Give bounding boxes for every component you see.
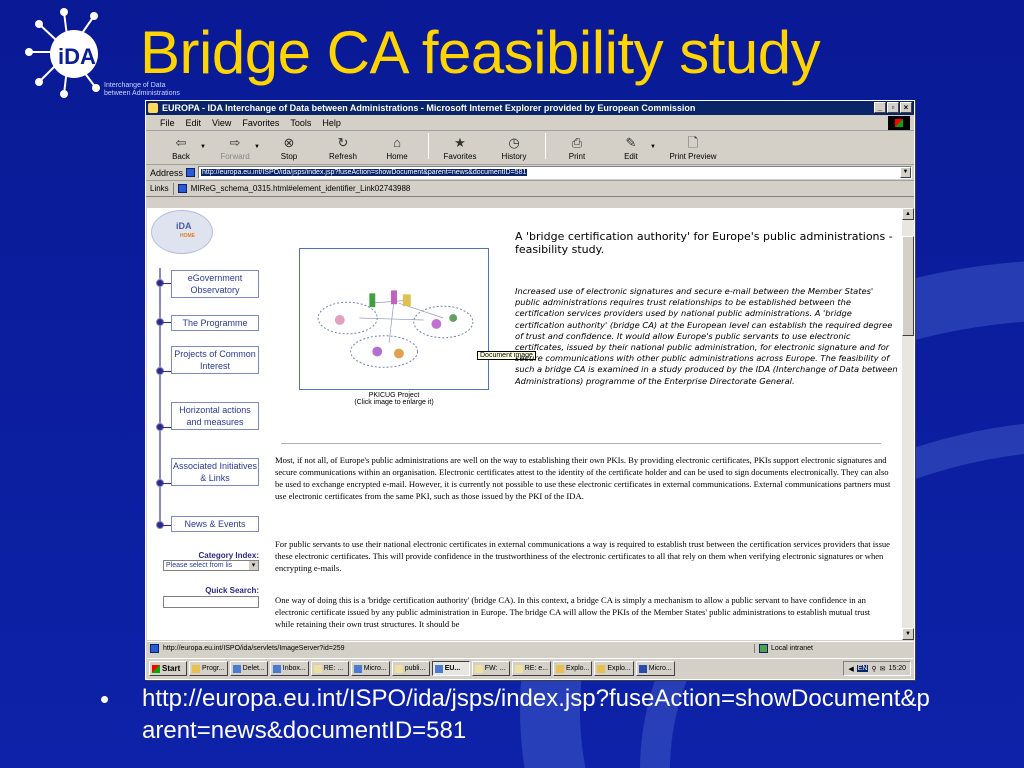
search-icon[interactable]: ⚲ [871, 665, 877, 673]
nav-dash [163, 483, 171, 484]
refresh-label: Refresh [328, 152, 357, 161]
word-icon [639, 665, 647, 673]
mail-icon [475, 665, 483, 673]
back-label: Back [172, 152, 190, 161]
task-button[interactable] [351, 661, 390, 676]
stop-label: Stop [280, 152, 298, 161]
system-tray [843, 661, 911, 676]
back-button[interactable] [154, 136, 208, 161]
address-label: Address [150, 167, 184, 178]
nav-dash [163, 322, 171, 323]
intranet-icon [759, 644, 768, 653]
browser-titlebar[interactable] [146, 101, 914, 115]
refresh-icon: ↻ [337, 135, 349, 150]
task-label: RE: e... [524, 665, 549, 672]
scroll-down-icon[interactable]: ▼ [902, 628, 914, 640]
menu-bar [146, 115, 914, 131]
speaker-icon[interactable]: ◀ [848, 665, 854, 673]
forward-label: Forward [220, 152, 250, 161]
logo-caption: Interchange of Data between Administrations [104, 82, 180, 97]
explorer-icon [556, 665, 564, 673]
page-icon [186, 168, 195, 177]
slide-title: Bridge CA feasibility study [140, 19, 821, 86]
task-button[interactable] [270, 661, 309, 676]
task-button[interactable] [311, 661, 349, 676]
menu-file[interactable]: File [160, 117, 175, 128]
status-bar [147, 641, 913, 654]
toolbar [146, 131, 914, 165]
close-button[interactable]: × [900, 102, 912, 113]
task-button[interactable] [230, 661, 268, 676]
nav-egovernment-observatory[interactable]: eGovernment Observatory [171, 270, 259, 298]
task-label: publi... [404, 665, 426, 672]
category-select[interactable]: Please select from lis ▾ [163, 560, 259, 571]
vertical-scrollbar[interactable] [902, 208, 914, 640]
figure-caption [299, 392, 489, 406]
bullet-icon: • [100, 684, 110, 714]
task-label: Micro... [648, 665, 672, 672]
favorites-button[interactable] [433, 136, 487, 161]
windows-flag-icon [152, 665, 160, 673]
task-button[interactable] [189, 661, 228, 676]
svg-text:iDA: iDA [58, 44, 96, 69]
mail-icon [515, 665, 523, 673]
task-button[interactable] [636, 661, 675, 676]
menu-help[interactable]: Help [322, 117, 341, 128]
outlook-icon [273, 665, 281, 673]
links-item[interactable]: MIReG_schema_0315.html#element_identifier_Link02743988 [190, 184, 411, 193]
stop-icon: ⊗ [283, 135, 295, 150]
print-preview-button[interactable] [658, 136, 728, 161]
figure-caption-title: PKICUG Project [368, 392, 420, 399]
task-button[interactable] [594, 661, 633, 676]
bullet-url: http://europa.eu.int/ISPO/ida/jsps/index.jsp?fuseAction=showDocument&parent=news&documentID=581 [142, 685, 930, 744]
status-page-icon [150, 644, 159, 653]
window-icon [354, 665, 362, 673]
print-preview-label: Print Preview [669, 152, 717, 161]
stop-button[interactable] [262, 136, 316, 161]
links-separator [173, 183, 174, 195]
browser-title: EUROPA - IDA Interchange of Data between Administrations - Microsoft Internet Explorer provided by European Commission [162, 103, 696, 113]
nav-projects-common-interest[interactable]: Projects of Common Interest [171, 346, 259, 374]
task-label: Delet... [242, 665, 265, 672]
forward-arrow-icon: ⇨ [229, 135, 241, 150]
quick-search-input[interactable] [163, 596, 259, 608]
link-page-icon [178, 184, 187, 193]
address-value: http://europa.eu.int/ISPO/ida/jsps/index.jsp?fuseAction=showDocument&parent=news&documentID=581 [202, 169, 527, 176]
menu-favorites[interactable]: Favorites [242, 117, 280, 128]
language-indicator[interactable]: EN [857, 665, 868, 672]
nav-associated-initiatives[interactable]: Associated Initiatives & Links [171, 458, 259, 486]
toolbar-separator [545, 133, 546, 159]
nav-the-programme[interactable]: The Programme [171, 315, 259, 331]
favorites-icon: ★ [454, 135, 466, 150]
nav-horizontal-actions[interactable]: Horizontal actions and measures [171, 402, 259, 430]
nav-dash [163, 371, 171, 372]
mail-icon [395, 665, 403, 673]
article-intro: Increased use of electronic signatures and secure e-mail between the Member States' public administrations requires trust relationships to be established between the certification services providers used by national public administrations. A 'bridge certification authority' (bridge CA) at the European level can establish the required degree of trust and confidence. It would allow Europe's public servants to use electronic certificates, issued by their national public administration, for electronic signature and for secure communications with other public administrations across Europe. The feasibility of such a bridge CA is examined in a study produced by the IDA (Interchange of Data between Administrations) programme of the Enterprise Directorate General. [515, 286, 898, 386]
print-preview-icon: 🗋 [687, 135, 699, 150]
clock: 15:20 [888, 665, 906, 672]
scroll-up-icon[interactable]: ▲ [902, 208, 914, 220]
mail-tray-icon[interactable]: ✉ [879, 665, 886, 673]
task-label: RE: ... [323, 665, 344, 672]
history-label: History [501, 152, 527, 161]
pkicug-diagram-image[interactable] [299, 248, 489, 390]
task-button[interactable] [512, 661, 551, 676]
nav-dash [163, 525, 171, 526]
task-button[interactable] [553, 661, 592, 676]
edit-icon: ✎ [625, 135, 637, 150]
status-text: http://europa.eu.int/ISPO/ida/servlets/ImageServer?id=259 [163, 644, 345, 652]
task-button[interactable] [392, 661, 430, 676]
task-label: Micro... [363, 665, 387, 672]
nav-dash [163, 283, 171, 284]
article-paragraph-1: Most, if not all, of Europe's public administrations are well on the way to establishing their own PKIs. By providing electronic certificates, PKIs support electronic signatures and secure communications within an organisation. Electronic certificates attest to the identity of the certificate holder and can be used to sign documents electronically. They can also be used to exchange encrypted e-mail. However, it is currently not possible to use these electronic certificates in external communications. External communications partners must use electronic certificates from the same PKI, such as those issued by the PKI of the IDA. [275, 455, 891, 502]
task-label: Explo... [566, 665, 590, 672]
windows-logo-icon [888, 116, 910, 130]
mail-icon [314, 665, 322, 673]
task-label: Progr... [202, 665, 225, 672]
history-icon: ◷ [508, 135, 520, 150]
status-zone [754, 644, 913, 653]
favorites-label: Favorites [443, 152, 477, 161]
folder-icon [192, 665, 200, 673]
back-dropdown-icon[interactable]: ▼ [200, 144, 206, 150]
address-dropdown-icon[interactable]: ▼ [900, 167, 911, 178]
start-label: Start [162, 664, 181, 673]
minimize-button[interactable]: _ [874, 102, 886, 113]
menu-view[interactable]: View [212, 117, 232, 128]
outlook-icon [233, 665, 241, 673]
forward-button[interactable] [208, 136, 262, 161]
printer-icon: ⎙ [571, 135, 583, 150]
browser-window [145, 100, 915, 680]
page-viewport [147, 208, 902, 640]
left-navigation [147, 208, 259, 640]
article-paragraph-3: One way of doing this is a 'bridge certification authority' (bridge CA). In this context, a bridge CA is simply a mechanism to allow a public servant to have confidence in an electronic certificate issued by any public administration in Europe. The bridge CA will allow the PKIs of the Member States' public administrations to establish mutual trust while retaining their own trust structures. It should be [275, 595, 871, 630]
scroll-thumb[interactable] [902, 236, 914, 336]
print-button[interactable] [550, 136, 604, 161]
address-input[interactable] [198, 166, 912, 179]
edit-label: Edit [624, 152, 638, 161]
edit-dropdown-icon[interactable]: ▼ [650, 144, 656, 150]
start-button[interactable] [149, 661, 187, 676]
toolbar-separator [428, 133, 429, 159]
home-button[interactable] [370, 136, 424, 161]
address-bar [146, 165, 914, 181]
quick-search-label: Quick Search: [205, 586, 259, 595]
ida-home-logo[interactable] [151, 210, 213, 254]
task-label: Explo... [607, 665, 631, 672]
task-button[interactable] [472, 661, 510, 676]
windows-taskbar [147, 658, 913, 678]
ida-home-text: iDA [176, 221, 192, 231]
restore-button[interactable]: ▫ [887, 102, 899, 113]
figure-caption-hint: (Click image to enlarge it) [354, 399, 434, 406]
task-label: FW: ... [484, 665, 506, 672]
print-label: Print [568, 152, 586, 161]
article-heading: A 'bridge certification authority' for Europe's public administrations - feasibility study. [515, 230, 893, 256]
status-zone-text: Local intranet [770, 644, 813, 652]
refresh-button[interactable] [316, 136, 370, 161]
divider [281, 443, 881, 444]
ida-home-sub: HOME [180, 233, 195, 239]
back-arrow-icon: ⇦ [175, 135, 187, 150]
tooltip: Document image [477, 351, 536, 360]
history-button[interactable] [487, 136, 541, 161]
menu-edit[interactable]: Edit [185, 117, 202, 128]
home-icon: ⌂ [393, 135, 401, 150]
edit-button[interactable] [604, 136, 658, 161]
forward-dropdown-icon[interactable]: ▼ [254, 144, 260, 150]
nav-connector-line [159, 268, 161, 528]
explorer-icon [597, 665, 605, 673]
task-label: Inbox... [282, 665, 306, 672]
article-paragraph-2: For public servants to use their national electronic certificates in external communications a way is required to establish trust between the certification services providers that issue these electronic certificates. This will provide confidence in the trustworthiness of the electronic certificates to all that rely on them when verifying electronic signatures or when encrypting e-mails. [275, 539, 890, 574]
menu-tools[interactable]: Tools [290, 117, 312, 128]
ie-icon [435, 665, 443, 673]
links-label[interactable]: Links [150, 184, 169, 193]
home-label: Home [386, 152, 408, 161]
task-label: EU... [444, 665, 461, 672]
nav-dash [163, 427, 171, 428]
category-index-label: Category Index: [198, 551, 259, 560]
links-bar [146, 181, 914, 197]
ie-icon [148, 103, 158, 113]
nav-news-events[interactable]: News & Events [171, 516, 259, 532]
task-button-active[interactable] [432, 661, 470, 676]
